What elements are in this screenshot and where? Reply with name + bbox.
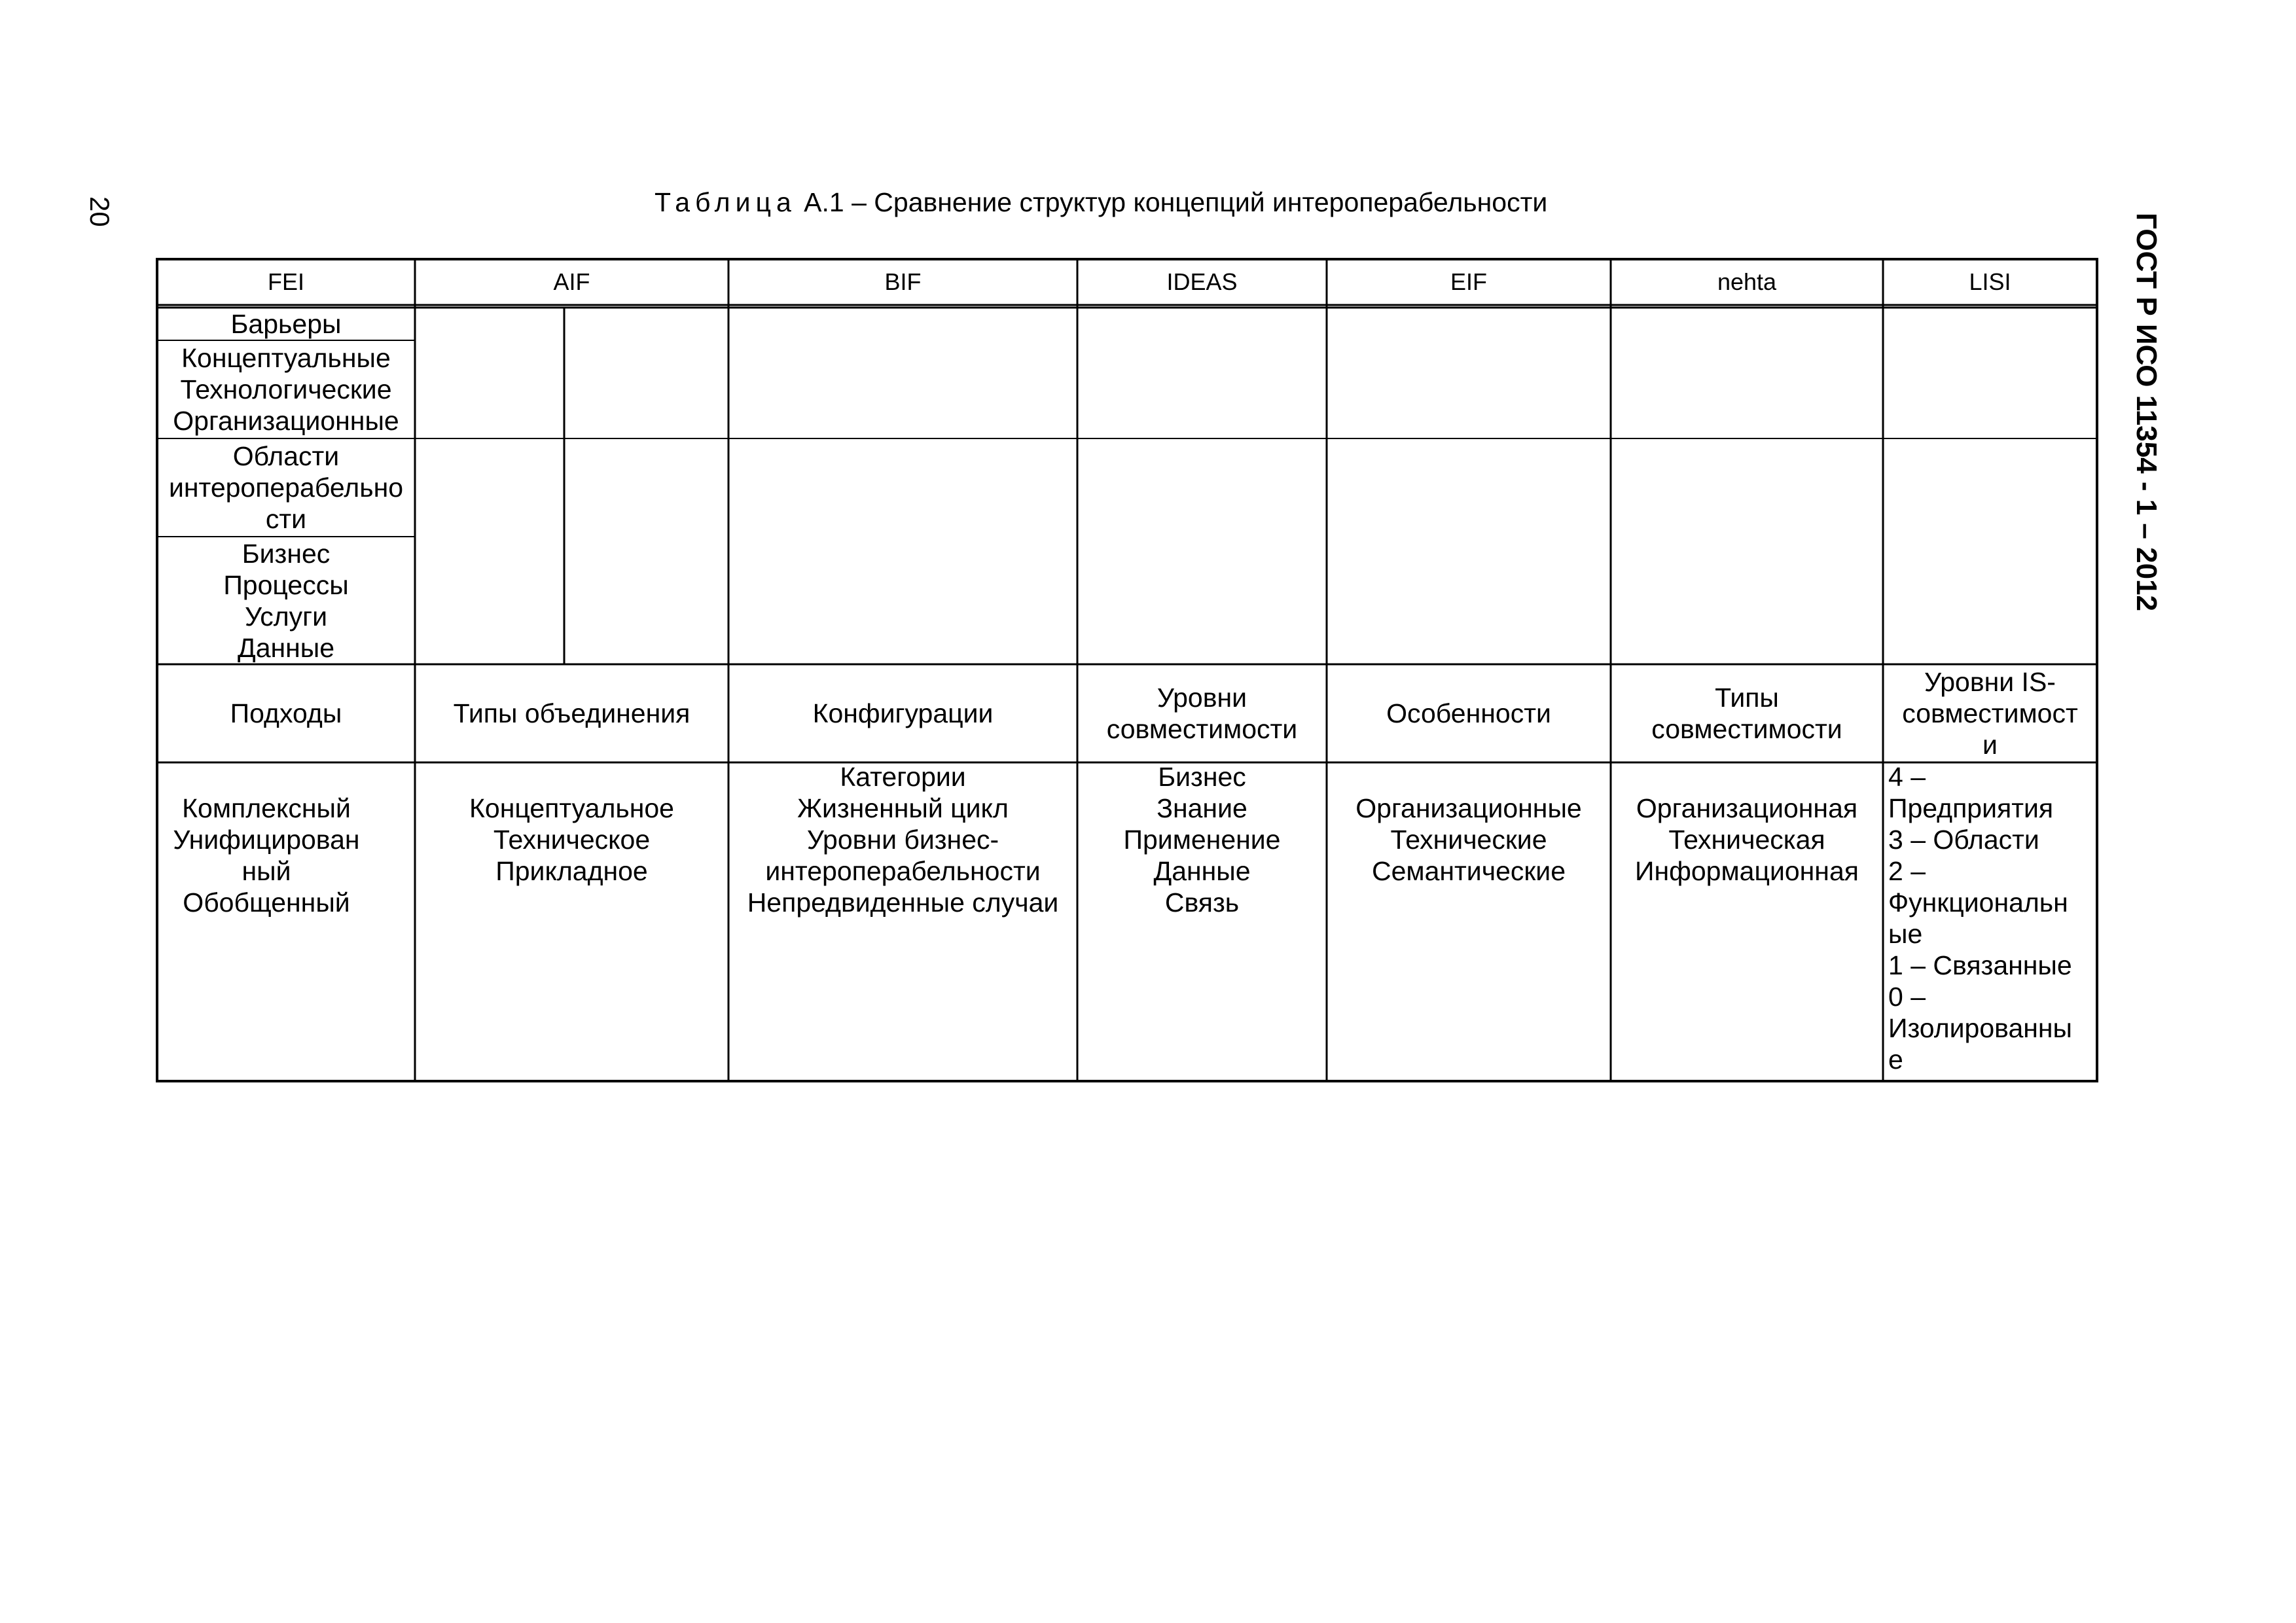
values-aif: [415, 761, 728, 1081]
value-ideas-item: Знание: [1157, 793, 1247, 823]
value-lisi-item: Функциональн: [1888, 887, 2068, 918]
header-ideas: IDEAS: [1166, 268, 1238, 295]
value-lisi-item: е: [1888, 1044, 1903, 1075]
label-lisi-line: Уровни IS-: [1924, 667, 2056, 697]
value-bif-item: Непредвиденные случаи: [747, 887, 1059, 918]
fei-area-item: Услуги: [244, 601, 328, 632]
value-bif-item: Уровни бизнес-: [806, 825, 999, 855]
value-lisi-item: 1 – Связанные: [1888, 950, 2072, 980]
value-lisi-item: 4 –: [1888, 762, 1926, 792]
label-aif: Типы объединения: [453, 698, 691, 728]
values-bif: [728, 761, 1077, 1081]
label-bif: Конфигурации: [812, 698, 994, 728]
fei-area-item: Процессы: [223, 569, 349, 600]
header-nehta: nehta: [1717, 268, 1777, 295]
fei-barrier-item: Концептуальные: [181, 343, 391, 373]
label-lisi-line: и: [1982, 730, 1998, 760]
value-nehta-item: Техническая: [1668, 825, 1825, 855]
value-lisi-item: Предприятия: [1888, 793, 2054, 823]
value-bif-item: интероперабельности: [765, 856, 1041, 886]
fei-barriers-list: [157, 340, 415, 438]
value-fei-item: ный: [242, 856, 291, 886]
label-ideas-line: совместимости: [1106, 714, 1298, 744]
value-eif-item: Семантические: [1371, 856, 1566, 886]
table-title-text: А.1 – Сравнение структур концепций интероперабельности: [804, 187, 1548, 217]
fei-areas-list: [157, 537, 415, 664]
value-lisi-item: ые: [1888, 919, 1923, 949]
value-lisi-item: 0 –: [1888, 982, 1926, 1012]
label-ideas: [1077, 664, 1327, 762]
value-lisi-item: 2 –: [1888, 856, 1926, 886]
value-nehta-item: Информационная: [1635, 856, 1859, 886]
table-title-label: Таблица: [655, 187, 797, 217]
page-number: 20: [84, 196, 115, 227]
fei-areas-label: [157, 438, 415, 537]
header-lisi: LISI: [1969, 268, 2011, 295]
fei-areas-label-line: Области: [232, 441, 340, 471]
header-aif: AIF: [553, 268, 590, 295]
value-ideas-item: Данные: [1153, 856, 1251, 886]
fei-area-item: Бизнес: [242, 538, 331, 569]
fei-areas-label-line: сти: [265, 504, 307, 534]
value-eif-item: Технические: [1390, 825, 1547, 855]
value-fei-item: Комплексный: [182, 793, 351, 823]
value-aif-item: Прикладное: [495, 856, 648, 886]
value-fei-item: Обобщенный: [183, 887, 350, 918]
value-lisi-item: 3 – Области: [1888, 825, 2039, 855]
label-lisi: [1883, 664, 2097, 762]
document-code: ГОСТ Р ИСО 11354 - 1 – 2012: [2130, 213, 2162, 611]
values-lisi: [1883, 761, 2097, 1081]
fei-area-item: Данные: [237, 632, 335, 663]
label-ideas-line: Уровни: [1157, 683, 1247, 713]
value-ideas-item: Применение: [1123, 825, 1281, 855]
value-aif-item: Концептуальное: [469, 793, 674, 823]
header-fei: FEI: [267, 268, 304, 295]
value-aif-item: Техническое: [493, 825, 651, 855]
values-fei: [157, 761, 415, 1081]
fei-barriers-label: Барьеры: [230, 309, 342, 339]
label-fei: Подходы: [230, 698, 342, 728]
label-lisi-line: совместимост: [1902, 698, 2078, 728]
fei-barrier-item: Организационные: [173, 406, 399, 436]
label-eif: Особенности: [1386, 698, 1551, 728]
value-lisi-item: Изолированны: [1888, 1013, 2073, 1043]
value-eif-item: Организационные: [1355, 793, 1582, 823]
value-bif-item: Категории: [840, 762, 966, 792]
value-fei-item: Унифицирован: [173, 825, 360, 855]
fei-barrier-item: Технологические: [180, 374, 392, 404]
header-eif: EIF: [1450, 268, 1487, 295]
value-bif-item: Жизненный цикл: [797, 793, 1009, 823]
fei-areas-label-line: интероперабельно: [168, 473, 404, 503]
value-nehta-item: Организационная: [1636, 793, 1858, 823]
label-nehta: [1611, 664, 1883, 762]
values-nehta: [1611, 761, 1883, 1081]
value-ideas-item: Бизнес: [1158, 762, 1246, 792]
values-ideas: [1077, 761, 1327, 1081]
label-nehta-line: совместимости: [1651, 714, 1842, 744]
header-bif: BIF: [884, 268, 922, 295]
label-nehta-line: Типы: [1715, 683, 1779, 713]
values-eif: [1327, 761, 1611, 1081]
value-ideas-item: Связь: [1164, 887, 1240, 918]
